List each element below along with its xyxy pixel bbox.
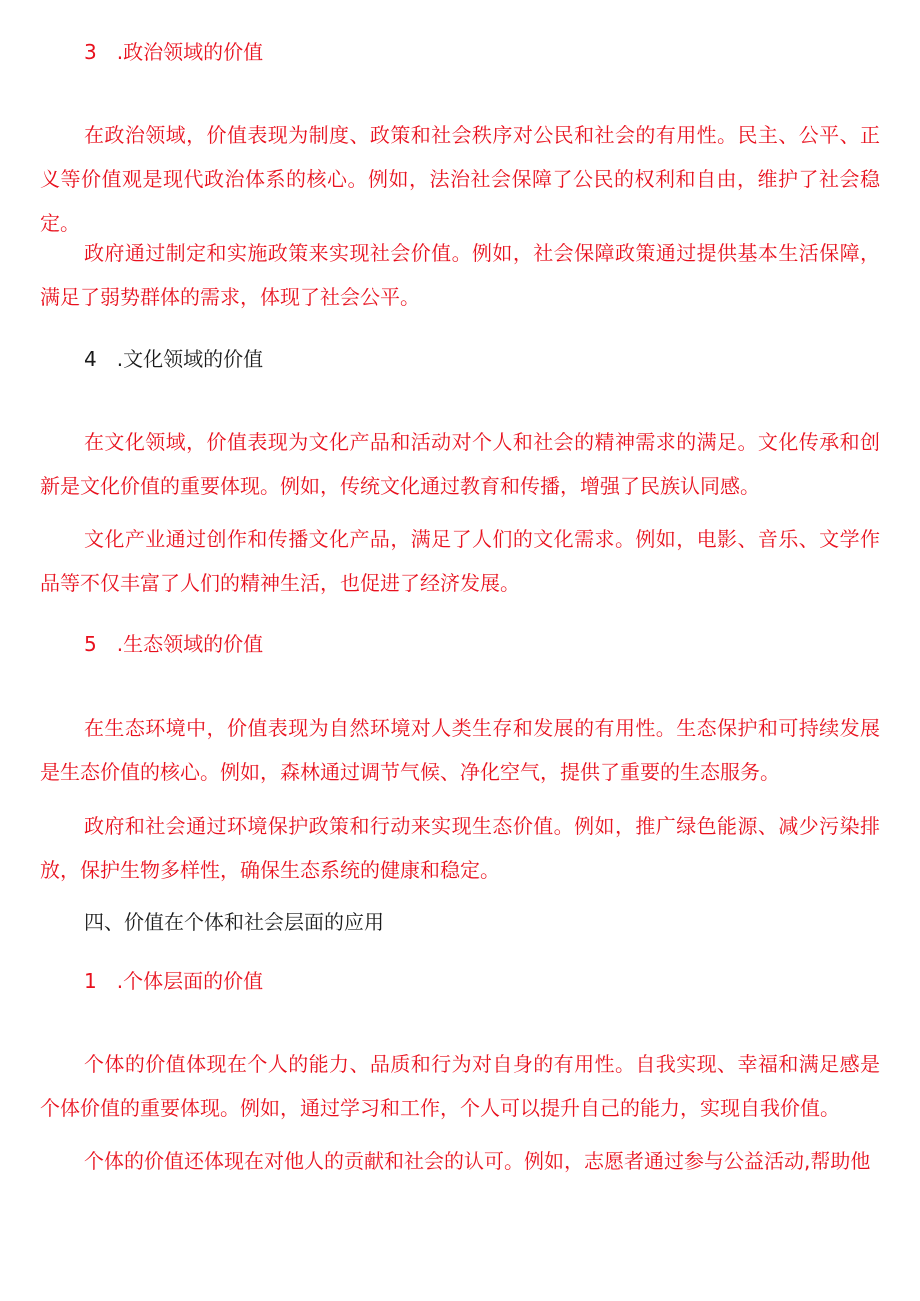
- section-heading-ecological: 5 .生态领域的价值: [84, 632, 264, 656]
- section-heading-cultural: 4 .文化领域的价值: [84, 347, 264, 371]
- paragraph-political-2: 政府通过制定和实施政策来实现社会价值。例如，社会保障政策通过提供基本生活保障，满足了弱势群体的需求，体现了社会公平。: [40, 241, 880, 309]
- paragraph-ecological-2: 政府和社会通过环境保护政策和行动来实现生态价值。例如，推广绿色能源、减少污染排放，保护生物多样性，确保生态系统的健康和稳定。: [40, 814, 880, 882]
- paragraph-cultural-1: 在文化领域，价值表现为文化产品和活动对个人和社会的精神需求的满足。文化传承和创新是文化价值的重要体现。例如，传统文化通过教育和传播，增强了民族认同感。: [40, 430, 880, 498]
- paragraph-individual-2: 个体的价值还体现在对他人的贡献和社会的认可。例如，志愿者通过参与公益活动,帮助他: [84, 1149, 871, 1173]
- chapter-heading-application: 四、价值在个体和社会层面的应用: [84, 910, 384, 934]
- paragraph-cultural-2: 文化产业通过创作和传播文化产品，满足了人们的文化需求。例如，电影、音乐、文学作品等不仅丰富了人们的精神生活，也促进了经济发展。: [40, 527, 880, 595]
- section-heading-political: 3 .政治领域的价值: [84, 40, 264, 64]
- paragraph-ecological-1: 在生态环境中，价值表现为自然环境对人类生存和发展的有用性。生态保护和可持续发展是生态价值的核心。例如，森林通过调节气候、净化空气，提供了重要的生态服务。: [40, 716, 880, 784]
- paragraph-political-1: 在政治领域，价值表现为制度、政策和社会秩序对公民和社会的有用性。民主、公平、正义等价值观是现代政治体系的核心。例如，法治社会保障了公民的权利和自由，维护了社会稳定。: [40, 123, 880, 235]
- paragraph-individual-1: 个体的价值体现在个人的能力、品质和行为对自身的有用性。自我实现、幸福和满足感是个体价值的重要体现。例如，通过学习和工作，个人可以提升自己的能力，实现自我价值。: [40, 1052, 880, 1120]
- section-heading-individual: 1 .个体层面的价值: [84, 969, 264, 993]
